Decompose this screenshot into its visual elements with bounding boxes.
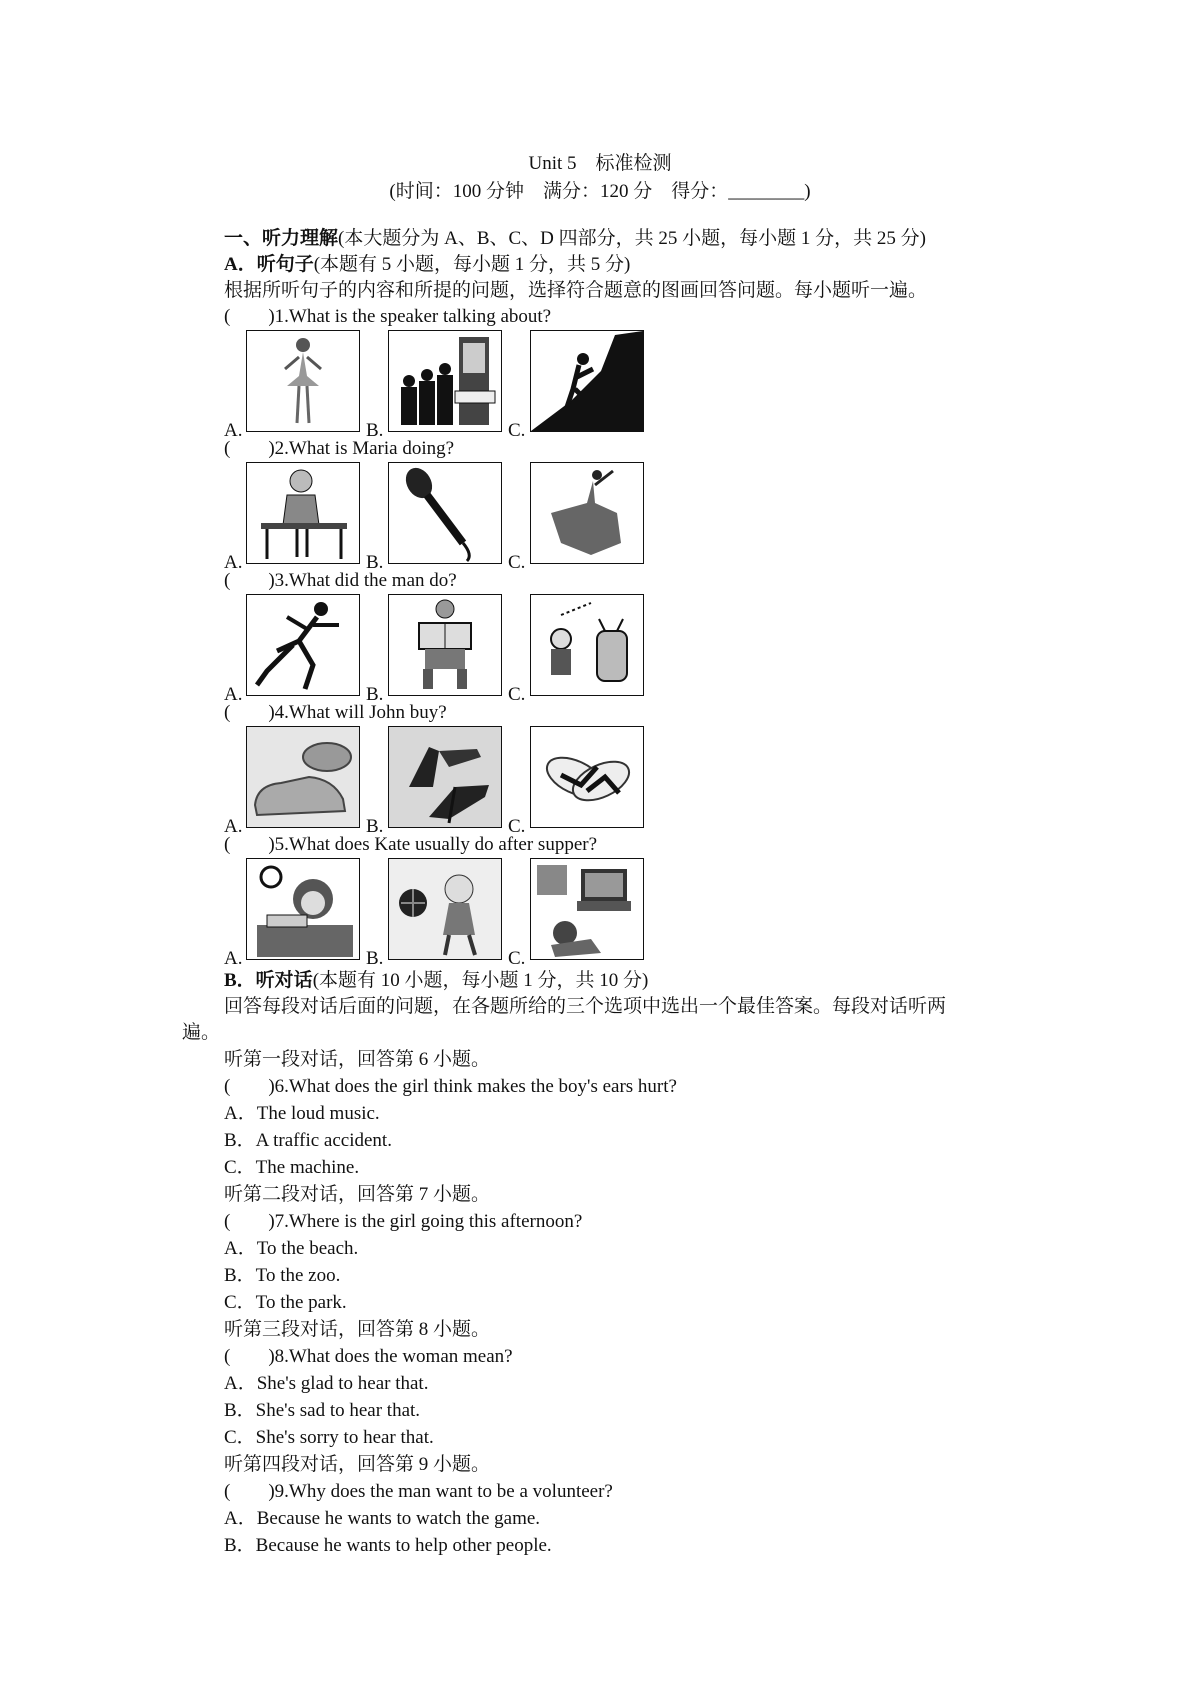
dialogue-2-intro: 听第二段对话，回答第 7 小题。 [224,1184,491,1205]
man-reading-icon [388,594,502,696]
option-label: A. [224,948,243,969]
option-label: B. [366,684,384,705]
question-9-option-b[interactable]: B．Because he wants to help other people. [224,1535,552,1556]
option-label: A. [224,816,243,837]
question-3-options [224,594,674,705]
question-2: ( )2.What is Maria doing? [224,438,455,459]
part-b-instruction-line1: 回答每段对话后面的问题，在各题所给的三个选项中选出一个最佳答案。每段对话听两 [224,996,947,1017]
question-7: ( )7.Where is the girl going this afternoon? [224,1211,583,1232]
option-label: C. [508,552,526,573]
question-2-options [224,462,674,573]
girl-playing-ball-icon [388,858,502,960]
question-6-option-a[interactable]: A．The loud music. [224,1103,380,1124]
part-b-heading-bold: B．听对话 [224,970,313,991]
section-heading-bold: 一、听力理解 [224,228,339,249]
option-label: B. [366,948,384,969]
question-4: ( )4.What will John buy? [224,702,447,723]
question-8-option-c[interactable]: C．She's sorry to hear that. [224,1427,434,1448]
option-label: B. [366,552,384,573]
part-a-heading-bold: A．听句子 [224,254,314,275]
section-heading [224,226,926,252]
runner-icon [246,594,360,696]
option-label: C. [508,816,526,837]
option-label: B. [366,420,384,441]
dialogue-4-intro: 听第四段对话，回答第 9 小题。 [224,1454,491,1475]
part-b-heading-rest: (本题有 10 小题，每小题 1 分，共 10 分) [312,970,649,991]
question-7-option-a[interactable]: A．To the beach. [224,1238,359,1259]
question-6: ( )6.What does the girl think makes the boy's ears hurt? [224,1076,677,1097]
part-b-instruction-line2: 遍。 [182,1022,221,1043]
question-8-option-a[interactable]: A．She's glad to hear that. [224,1373,429,1394]
page-subtitle: (时间：100 分钟 满分：120 分 得分：________) [389,181,811,202]
option-label: A. [224,684,243,705]
boy-watching-tv-icon [530,594,644,696]
part-b-heading [224,968,648,994]
question-9: ( )9.Why does the man want to be a volunteer? [224,1481,613,1502]
dialogue-3-intro: 听第三段对话，回答第 8 小题。 [224,1319,491,1340]
option-label: C. [508,684,526,705]
question-8: ( )8.What does the woman mean? [224,1346,513,1367]
question-1: ( )1.What is the speaker talking about? [224,306,552,327]
question-5: ( )5.What does Kate usually do after supper? [224,834,598,855]
option-label: C. [508,948,526,969]
option-label: B. [366,816,384,837]
mountain-climber-icon [530,330,644,432]
option-label: A. [224,552,243,573]
dialogue-1-intro: 听第一段对话，回答第 6 小题。 [224,1049,491,1070]
part-a-instruction: 根据所听句子的内容和所提的问题，选择符合题意的图画回答问题。每小题听一遍。 [224,280,928,301]
question-4-options [224,726,674,837]
microphone-icon [388,462,502,564]
question-1-options [224,330,674,441]
kids-watching-tv-icon [530,858,644,960]
part-a-heading-rest: (本题有 5 小题，每小题 1 分，共 5 分) [313,254,631,275]
question-5-options [224,858,674,969]
option-label: C. [508,420,526,441]
question-6-option-b[interactable]: B．A traffic accident. [224,1130,392,1151]
sneakers-icon [246,726,360,828]
section-heading-rest: (本大题分为 A、B、C、D 四部分，共 25 小题，每小题 1 分，共 25 分) [338,228,926,249]
question-7-option-b[interactable]: B．To the zoo. [224,1265,341,1286]
girl-studying-icon [246,858,360,960]
question-3: ( )3.What did the man do? [224,570,457,591]
high-heels-icon [388,726,502,828]
question-9-option-a[interactable]: A．Because he wants to watch the game. [224,1508,541,1529]
part-a-heading [224,252,630,278]
option-label: A. [224,420,243,441]
question-7-option-c[interactable]: C．To the park. [224,1292,347,1313]
page-title: Unit 5 标准检测 [528,153,672,174]
flip-flops-icon [530,726,644,828]
person-at-desk-icon [246,462,360,564]
question-8-option-b[interactable]: B．She's sad to hear that. [224,1400,421,1421]
dancing-woman-icon [530,462,644,564]
question-6-option-c[interactable]: C．The machine. [224,1157,360,1178]
ballet-dancer-icon [246,330,360,432]
people-at-booth-icon [388,330,502,432]
